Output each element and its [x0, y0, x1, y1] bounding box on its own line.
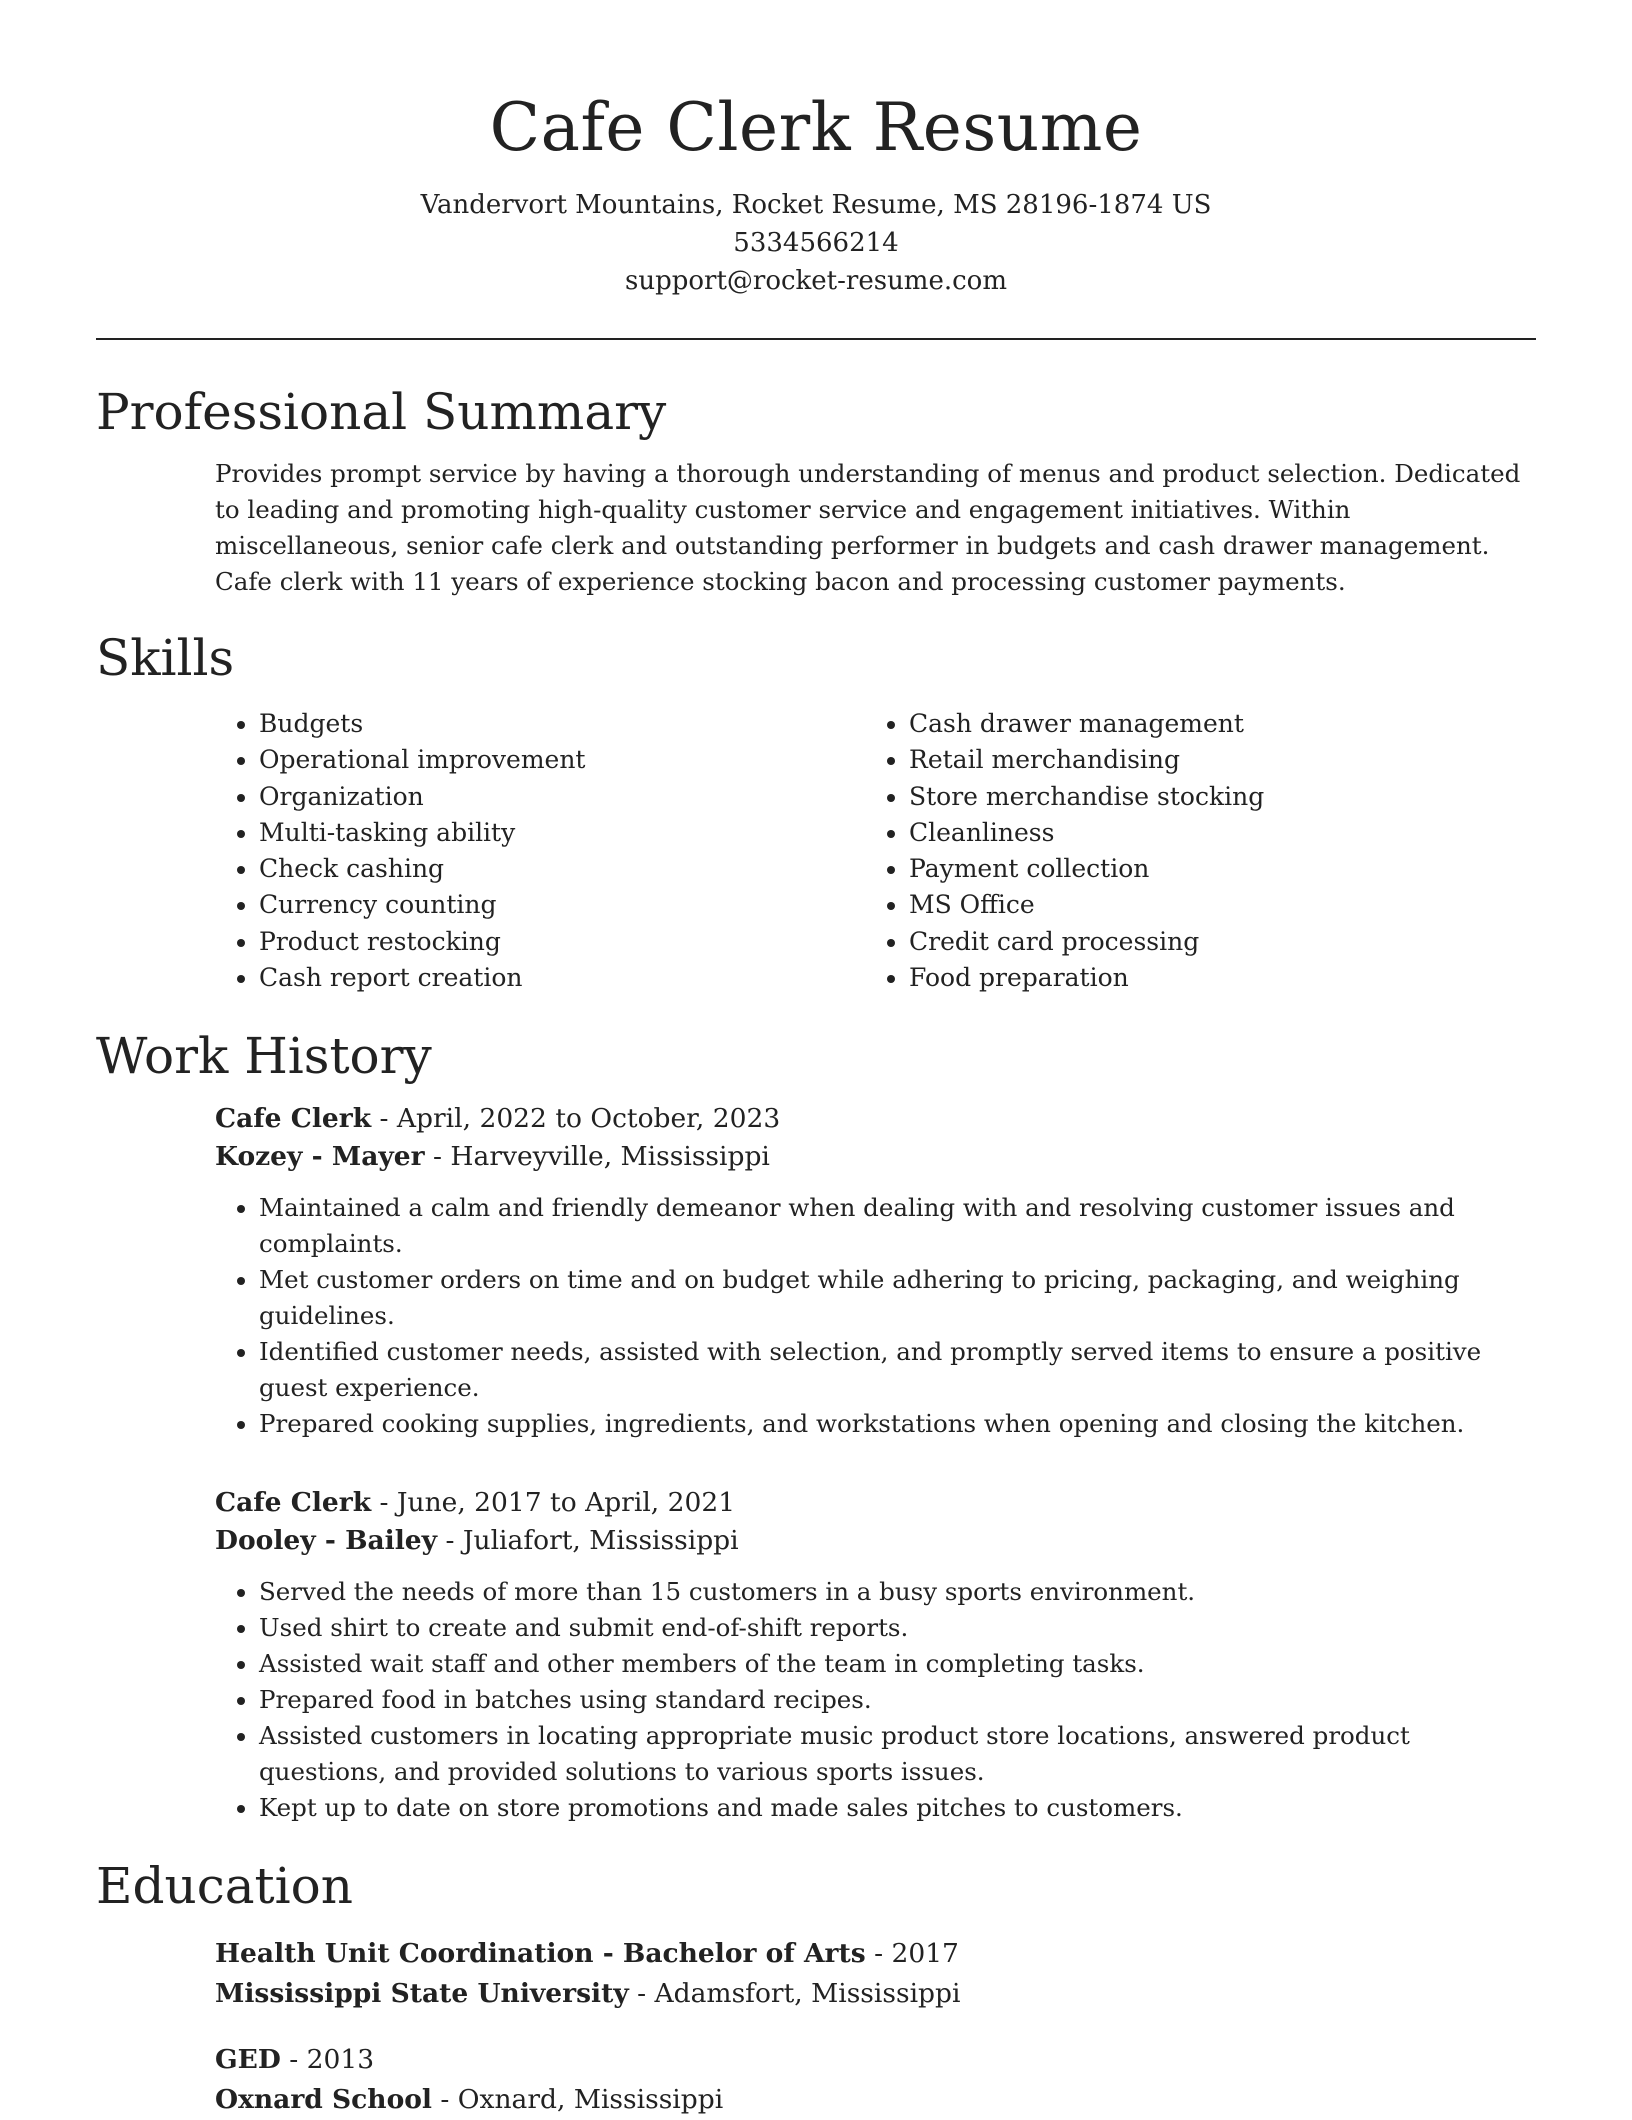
skill-item: • Operational improvement — [259, 742, 865, 778]
job-title-line — [215, 1484, 1536, 1522]
job-bullet: • Assisted customers in locating appropriate music product store locations, answered product questions, and provided solutions to various sports issues. — [259, 1718, 1536, 1790]
resume-header — [96, 0, 1536, 300]
skill-item: • Food preparation — [909, 960, 1465, 996]
skill-item: • Product restocking — [259, 924, 865, 960]
skills-heading: Skills — [96, 629, 235, 687]
job-bullet: • Maintained a calm and friendly demeanor when dealing with and resolving customer issues and complaints. — [259, 1190, 1536, 1262]
resume-title: Cafe Clerk Resume — [489, 89, 1143, 166]
skill-item: • MS Office — [909, 887, 1465, 923]
job-bullet: • Used shirt to create and submit end-of-shift reports. — [259, 1610, 1536, 1646]
job-bullet: • Prepared food in batches using standard recipes. — [259, 1682, 1536, 1718]
education-year: - 2017 — [865, 1938, 959, 1970]
skill-item: • Store merchandise stocking — [909, 779, 1465, 815]
education-location: - Adamsfort, Mississippi — [628, 1978, 961, 2010]
job-dates: - April, 2022 to October, 2023 — [371, 1103, 781, 1135]
job-entry — [215, 1100, 1536, 1442]
education-degree-line — [215, 1934, 1536, 1974]
summary-text: Provides prompt service by having a thorough understanding of menus and product selection. Dedicated to leading and promoting high-quality customer service and engagement initiatives. Within miscellaneous, senior cafe clerk and outstanding performer in budgets and cash drawer management. Cafe clerk with 11 years of experience stocking bacon and processing customer payments. — [215, 459, 1521, 596]
job-role: Cafe Clerk — [215, 1103, 372, 1135]
education-school: Mississippi State University — [215, 1978, 629, 2010]
job-bullets — [215, 1574, 1536, 1826]
education-location: - Oxnard, Mississippi — [432, 2084, 724, 2116]
job-bullet: • Met customer orders on time and on budget while adhering to pricing, packaging, and weighing guidelines. — [259, 1262, 1536, 1334]
job-bullets — [215, 1190, 1536, 1442]
header-divider — [96, 338, 1536, 340]
education-year: - 2013 — [280, 2044, 375, 2076]
skills-list-left — [215, 706, 865, 996]
job-bullet: • Prepared cooking supplies, ingredients, and workstations when opening and closing the kitchen. — [259, 1406, 1536, 1442]
skill-item: • Budgets — [259, 706, 865, 742]
education-school: Oxnard School — [215, 2084, 432, 2116]
education-school-line — [215, 2080, 1536, 2120]
skills-section — [96, 626, 1536, 996]
work-history-section — [96, 1024, 1536, 1826]
skill-item: • Currency counting — [259, 887, 865, 923]
job-bullet: • Identified customer needs, assisted with selection, and promptly served items to ensure a positive guest experience. — [259, 1334, 1536, 1406]
contact-info — [96, 186, 1536, 300]
education-degree-line — [215, 2040, 1536, 2080]
education-degree: GED — [215, 2044, 281, 2076]
job-company: Kozey - Mayer — [215, 1141, 425, 1173]
skill-item: • Cash drawer management — [909, 706, 1465, 742]
job-location: - Juliafort, Mississippi — [437, 1525, 739, 1557]
education-heading: Education — [96, 1857, 353, 1916]
skill-item: • Cash report creation — [259, 960, 865, 996]
skill-item: • Multi-tasking ability — [259, 815, 865, 851]
job-company: Dooley - Bailey — [215, 1525, 438, 1557]
summary-heading: Professional Summary — [96, 383, 667, 441]
job-location: - Harveyville, Mississippi — [424, 1141, 770, 1173]
summary-section — [96, 380, 1536, 600]
skill-item: • Retail merchandising — [909, 742, 1465, 778]
skill-item: • Credit card processing — [909, 924, 1465, 960]
education-entry — [215, 1934, 1536, 2014]
skill-item: • Cleanliness — [909, 815, 1465, 851]
job-dates: - June, 2017 to April, 2021 — [371, 1487, 736, 1519]
job-title-line — [215, 1100, 1536, 1138]
education-section — [96, 1854, 1536, 2120]
work-history-heading: Work History — [96, 1027, 432, 1086]
address: Vandervort Mountains, Rocket Resume, MS 28196-1874 US — [420, 190, 1212, 220]
job-bullet: • Assisted wait staff and other members of the team in completing tasks. — [259, 1646, 1536, 1682]
education-entry — [215, 2040, 1536, 2120]
email: support@rocket-resume.com — [624, 266, 1007, 296]
skill-item: • Check cashing — [259, 851, 865, 887]
skill-item: • Payment collection — [909, 851, 1465, 887]
skills-columns — [215, 706, 1536, 996]
job-entry — [215, 1484, 1536, 1826]
education-school-line — [215, 1974, 1536, 2014]
skill-item: • Organization — [259, 779, 865, 815]
job-bullet: • Served the needs of more than 15 customers in a busy sports environment. — [259, 1574, 1536, 1610]
education-degree: Health Unit Coordination - Bachelor of Arts — [215, 1938, 866, 1970]
skills-list-right — [865, 706, 1465, 996]
job-company-line — [215, 1522, 1536, 1560]
job-company-line — [215, 1138, 1536, 1176]
phone: 5334566214 — [733, 228, 899, 258]
job-role: Cafe Clerk — [215, 1487, 372, 1519]
job-bullet: • Kept up to date on store promotions and made sales pitches to customers. — [259, 1790, 1536, 1826]
